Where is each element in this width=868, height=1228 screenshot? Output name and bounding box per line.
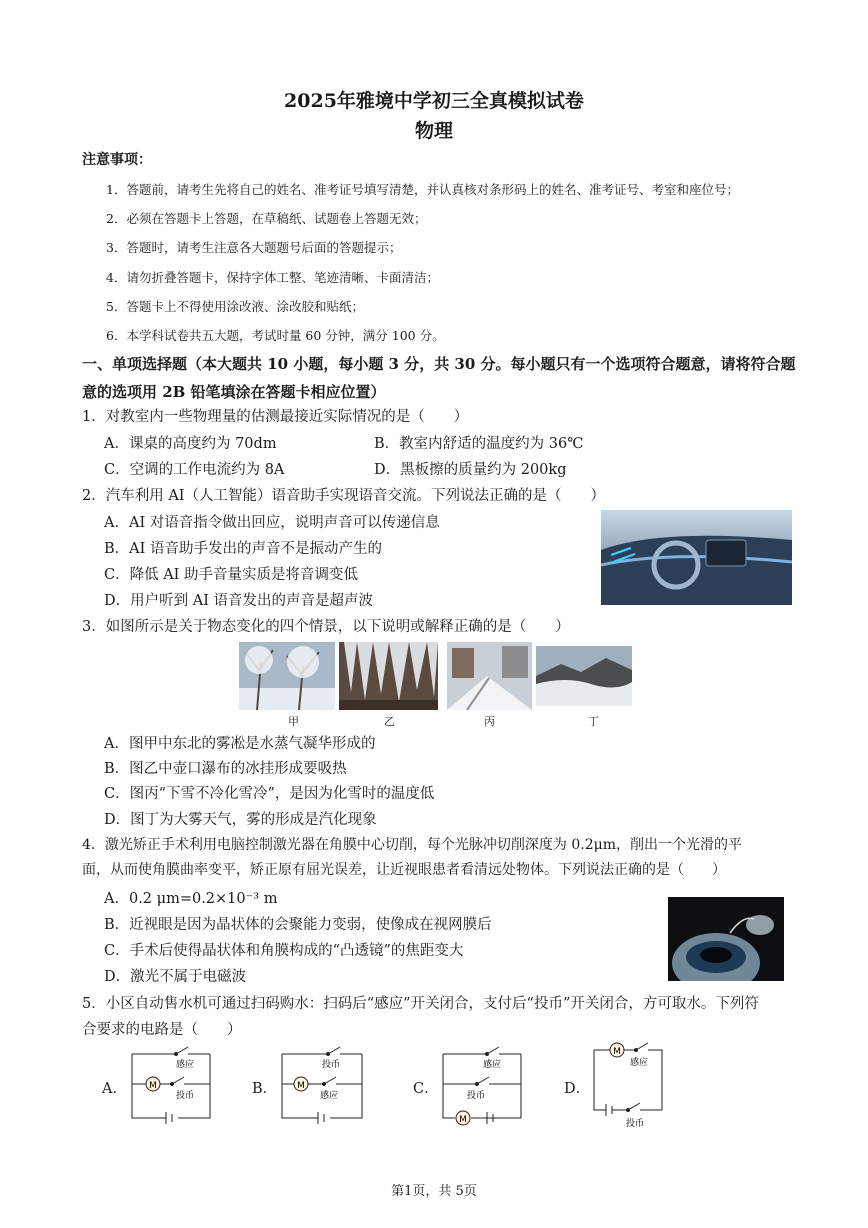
caption-bing: 丙 [484,715,495,728]
switch-label-sense: 感应 [483,1060,502,1070]
q5-option-c: C． [413,1081,439,1097]
q3-option-d: D．图丁为大雾天气，雾的形成是汽化现象 [104,812,377,828]
switch-label-sense: 感应 [630,1058,649,1068]
notice-item: 5．答题卡上不得使用涂改液、涂改胶和贴纸； [106,299,364,314]
q1-option-b: B．教室内舒适的温度约为 36℃ [374,436,584,452]
q2-option-c: C．降低 AI 助手音量实质是将音调变低 [104,567,359,583]
notice-item: 6．本学科试卷共五大题，考试时量 60 分钟，满分 100 分。 [106,328,445,343]
switch-label-sense: 感应 [176,1060,195,1070]
fog-mountain-image [536,646,632,706]
q1-stem: 1．对教室内一些物理量的估测最接近实际情况的是（ ） [82,409,469,425]
switch-label-coin: 投币 [626,1119,645,1129]
q3-stem: 3．如图所示是关于物态变化的四个情景，以下说明或解释正确的是（ ） [82,619,570,635]
q5-stem-line1: 5．小区自动售水机可通过扫码购水：扫码后“感应”开关闭合，支付后“投币”开关闭合，方可取水。下列符 [82,996,759,1012]
q4-option-b: B．近视眼是因为晶状体的会聚能力变弱，使像成在视网膜后 [104,917,492,933]
q1-option-d: D．黑板擦的质量约为 200kg [374,462,567,478]
motor-label: M [459,1115,467,1125]
q5-option-b: B． [252,1081,278,1097]
q2-option-b: B．AI 语音助手发出的声音不是振动产生的 [104,541,382,557]
switch-label-coin: 投币 [467,1091,486,1101]
caption-jia: 甲 [288,715,299,728]
notice-item: 3．答题时，请考生注意各大题题号后面的答题提示； [106,240,402,255]
q4-stem-line2: 面，从而使角膜曲率变平，矫正原有屈光误差，让近视眼患者看清远处物体。下列说法正确的是（ ） [82,862,726,878]
q4-option-d: D．激光不属于电磁波 [104,969,247,985]
q3-option-b: B．图乙中壶口瀑布的冰挂形成要吸热 [104,761,347,777]
q5-option-a: A． [102,1081,127,1097]
switch-label-coin: 投币 [176,1091,195,1101]
eye-laser-image [668,897,784,981]
circuit-d [588,1040,678,1132]
motor-label: M [149,1081,157,1091]
q1-option-c: C．空调的工作电流约为 8A [104,462,285,478]
frozen-waterfall-image [339,642,438,710]
snowy-street-image [447,642,532,710]
notice-item: 4．请勿折叠答题卡，保持字体工整、笔迹清晰、卡面清洁； [106,270,439,285]
q5-option-d: D． [564,1081,591,1097]
switch-label-sense: 感应 [320,1091,339,1101]
q2-option-d: D．用户听到 AI 语音发出的声音是超声波 [104,593,374,609]
q4-option-c: C．手术后使得晶状体和角膜构成的“凸透镜”的焦距变大 [104,943,464,959]
switch-label-coin: 投币 [322,1060,341,1070]
caption-yi: 乙 [384,715,395,728]
q4-option-a: A．0.2 μm=0.2×10⁻³ m [104,891,278,907]
rime-trees-image [239,642,335,710]
motor-label: M [297,1081,305,1091]
circuit-b [276,1044,370,1128]
q2-stem: 2．汽车利用 AI（人工智能）语音助手实现语音交流。下列说法正确的是（ ） [82,488,606,504]
section-heading-line1: 一、单项选择题（本大题共 10 小题，每小题 3 分，共 30 分。每小题只有一个选项符合题意，请将符合题 [82,355,796,373]
q3-option-a: A．图甲中东北的雾凇是水蒸气凝华形成的 [104,736,376,752]
notice-heading: 注意事项： [82,152,152,168]
notice-item: 1．答题前，请考生先将自己的姓名、准考证号填写清楚，并认真核对条形码上的姓名、准考证号、考室和座位号； [106,182,739,197]
q3-option-c: C．图丙“下雪不冷化雪冷”，是因为化雪时的温度低 [104,786,435,802]
q1-option-a: A．课桌的高度约为 70dm [104,436,277,452]
exam-title: 2025年雅境中学初三全真模拟试卷 [284,90,584,112]
q5-stem-line2: 合要求的电路是（ ） [82,1022,242,1038]
car-dashboard-image [601,510,792,605]
page-number: 第1页，共 5页 [391,1184,477,1199]
subject-title: 物理 [414,120,453,142]
motor-label: M [613,1047,621,1057]
notice-item: 2．必须在答题卡上答题，在草稿纸、试题卷上答题无效； [106,211,427,226]
caption-ding: 丁 [588,715,599,728]
q2-option-a: A．AI 对语音指令做出回应，说明声音可以传递信息 [104,515,440,531]
q4-stem-line1: 4．激光矫正手术利用电脑控制激光器在角膜中心切削，每个光脉冲切削深度为 0.2μm，削出一个光滑的平 [82,837,742,853]
section-heading-line2: 意的选项用 2B 铅笔填涂在答题卡相应位置） [82,383,386,401]
circuit-c [437,1044,529,1128]
circuit-a [126,1044,218,1128]
